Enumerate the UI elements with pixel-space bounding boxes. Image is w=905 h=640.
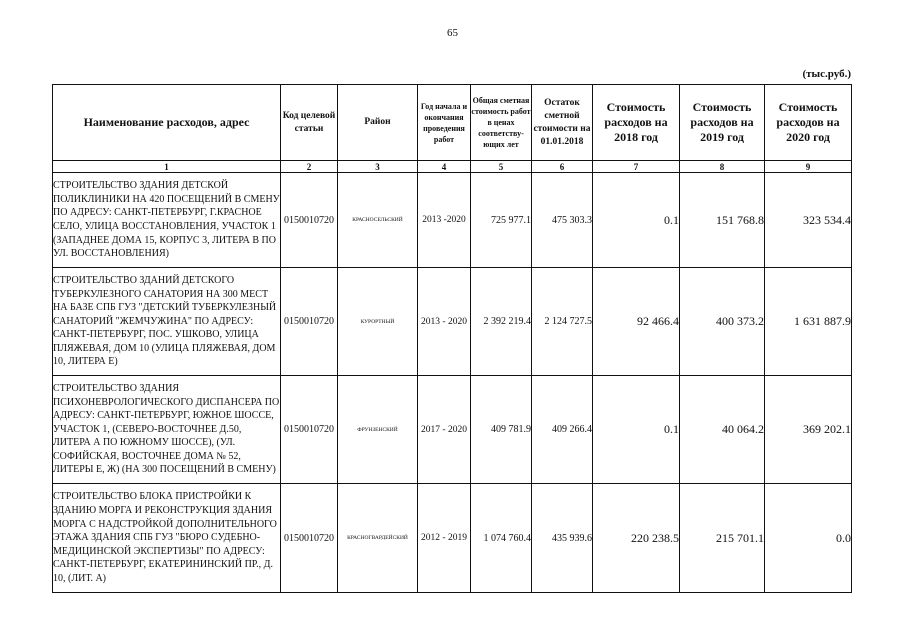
cell-years: 2013 - 2020 xyxy=(418,268,471,376)
cell-cost-2019: 40 064.2 xyxy=(680,376,765,484)
cell-district: КРАСНОГВАРДЕЙСКИЙ xyxy=(338,484,418,593)
cell-total-cost: 1 074 760.4 xyxy=(471,484,532,593)
cell-cost-2019: 215 701.1 xyxy=(680,484,765,593)
cell-cost-2018: 0.1 xyxy=(593,376,680,484)
header-total-cost: Общая сметная стоимость работ в ценах соответству-ющих лет xyxy=(471,85,532,161)
header-years: Год начала и окончания проведения работ xyxy=(418,85,471,161)
header-district: Район xyxy=(338,85,418,161)
page-number: 65 xyxy=(447,27,458,39)
column-number: 8 xyxy=(680,161,765,173)
expenses-table xyxy=(52,84,852,593)
table-row xyxy=(53,173,852,268)
table-row xyxy=(53,376,852,484)
table-row xyxy=(53,268,852,376)
column-number: 2 xyxy=(281,161,338,173)
cell-cost-2020: 369 202.1 xyxy=(765,376,852,484)
cell-remainder: 475 303.3 xyxy=(532,173,593,268)
cell-cost-2019: 400 373.2 xyxy=(680,268,765,376)
column-number: 6 xyxy=(532,161,593,173)
cell-total-cost: 725 977.1 xyxy=(471,173,532,268)
cell-cost-2018: 92 466.4 xyxy=(593,268,680,376)
cell-cost-2019: 151 768.8 xyxy=(680,173,765,268)
table-row xyxy=(53,484,852,593)
header-remainder: Остаток сметной стоимости на 01.01.2018 xyxy=(532,85,593,161)
cell-code: 0150010720 xyxy=(281,173,338,268)
cell-district: КУРОРТНЫЙ xyxy=(338,268,418,376)
cell-name: СТРОИТЕЛЬСТВО ЗДАНИЯ ПСИХОНЕВРОЛОГИЧЕСКОГО ДИСПАНСЕРА ПО АДРЕСУ: САНКТ-ПЕТЕРБУРГ, ЮЖНОЕ ШОССЕ, УЧАСТОК 1, (СЕВЕРО-ВОСТОЧНЕЕ Д.50, ЛИТЕРА А ПО ЮЖНОМУ ШОССЕ), (УЛ. СОФИЙСКАЯ, ВОСТОЧНЕЕ ДОМА № 52, ЛИТЕРЫ Е, Ж) (НА 300 ПОСЕЩЕНИЙ В СМЕНУ) xyxy=(53,376,281,484)
cell-remainder: 435 939.6 xyxy=(532,484,593,593)
cell-total-cost: 409 781.9 xyxy=(471,376,532,484)
cell-remainder: 409 266.4 xyxy=(532,376,593,484)
cell-code: 0150010720 xyxy=(281,376,338,484)
column-number: 9 xyxy=(765,161,852,173)
cell-district: КРАСНОСЕЛЬСКИЙ xyxy=(338,173,418,268)
cell-district: ФРУНЗЕНСКИЙ xyxy=(338,376,418,484)
cell-years: 2017 - 2020 xyxy=(418,376,471,484)
header-name: Наименование расходов, адрес xyxy=(53,85,281,161)
column-number: 3 xyxy=(338,161,418,173)
header-row xyxy=(53,85,852,161)
cell-remainder: 2 124 727.5 xyxy=(532,268,593,376)
cell-cost-2020: 0.0 xyxy=(765,484,852,593)
cell-total-cost: 2 392 219.4 xyxy=(471,268,532,376)
header-code: Код целевой статьи xyxy=(281,85,338,161)
column-number: 4 xyxy=(418,161,471,173)
cell-cost-2020: 1 631 887.9 xyxy=(765,268,852,376)
cell-cost-2020: 323 534.4 xyxy=(765,173,852,268)
cell-code: 0150010720 xyxy=(281,268,338,376)
cell-name: СТРОИТЕЛЬСТВО ЗДАНИЙ ДЕТСКОГО ТУБЕРКУЛЕЗНОГО САНАТОРИЯ НА 300 МЕСТ НА БАЗЕ СПБ ГУЗ "ДЕТСКИЙ ТУБЕРКУЛЕЗНЫЙ САНАТОРИЙ "ЖЕМЧУЖИНА" ПО АДРЕСУ: САНКТ-ПЕТЕРБУРГ, ПОС. УШКОВО, УЛИЦА ПЛЯЖЕВАЯ, ДОМ 10 (УЛИЦА ПЛЯЖЕВАЯ, ДОМ 10, ЛИТЕРА Е) xyxy=(53,268,281,376)
cell-code: 0150010720 xyxy=(281,484,338,593)
header-cost-2019: Стоимость расходов на 2019 год xyxy=(680,85,765,161)
cell-cost-2018: 0.1 xyxy=(593,173,680,268)
cell-name: СТРОИТЕЛЬСТВО ЗДАНИЯ ДЕТСКОЙ ПОЛИКЛИНИКИ НА 420 ПОСЕЩЕНИЙ В СМЕНУ ПО АДРЕСУ: САНКТ-ПЕТЕРБУРГ, Г.КРАСНОЕ СЕЛО, УЛИЦА ВОССТАНОВЛЕНИЯ, УЧАСТОК 1 (ЗАПАДНЕЕ ДОМА 15, КОРПУС 3, ЛИТЕРА В ПО УЛ. ВОССТАНОВЛЕНИЯ) xyxy=(53,173,281,268)
units-label: (тыс.руб.) xyxy=(802,68,851,80)
header-cost-2020: Стоимость расходов на 2020 год xyxy=(765,85,852,161)
column-number: 7 xyxy=(593,161,680,173)
column-number: 1 xyxy=(53,161,281,173)
cell-cost-2018: 220 238.5 xyxy=(593,484,680,593)
header-cost-2018: Стоимость расходов на 2018 год xyxy=(593,85,680,161)
column-number: 5 xyxy=(471,161,532,173)
column-number-row xyxy=(53,161,852,173)
cell-years: 2012 - 2019 xyxy=(418,484,471,593)
cell-name: СТРОИТЕЛЬСТВО БЛОКА ПРИСТРОЙКИ К ЗДАНИЮ МОРГА И РЕКОНСТРУКЦИЯ ЗДАНИЯ МОРГА С НАДСТРОЙКОЙ ДОПОЛНИТЕЛЬНОГО ЭТАЖА ЗДАНИЯ СПБ ГУЗ "БЮРО СУДЕБНО-МЕДИЦИНСКОЙ ЭКСПЕРТИЗЫ" ПО АДРЕСУ: САНКТ-ПЕТЕРБУРГ, ЕКАТЕРИНИНСКИЙ ПР., Д. 10, (ЛИТ. А) xyxy=(53,484,281,593)
cell-years: 2013 -2020 xyxy=(418,173,471,268)
